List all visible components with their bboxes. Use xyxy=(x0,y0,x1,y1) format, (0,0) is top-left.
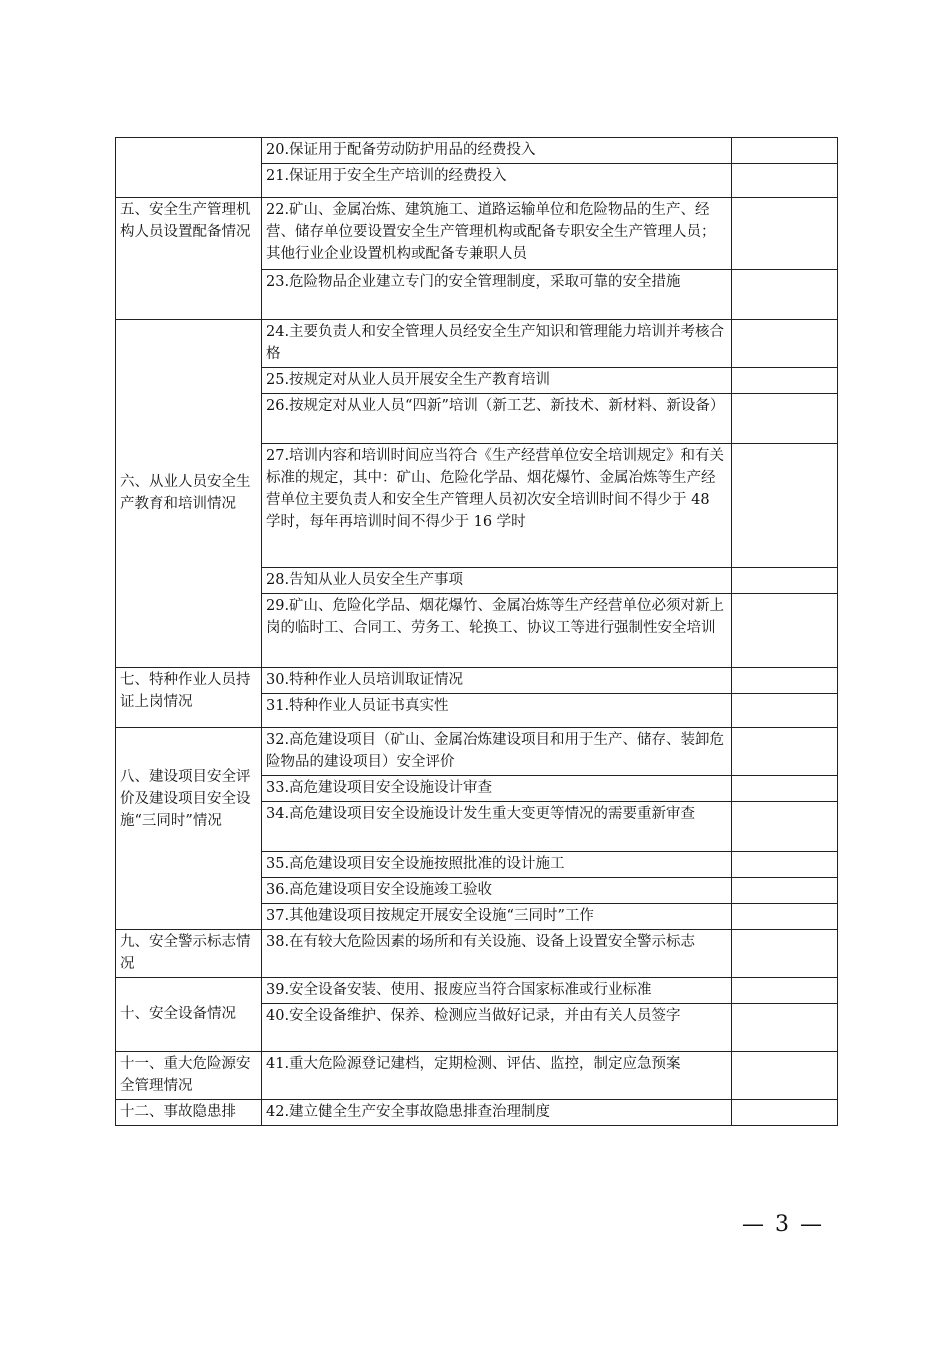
table-row xyxy=(116,1100,838,1126)
checklist-table xyxy=(115,137,838,1126)
item-cell: 40.安全设备维护、保养、检测应当做好记录，并由有关人员签字 xyxy=(262,1004,732,1052)
item-cell: 32.高危建设项目（矿山、金属冶炼建设项目和用于生产、储存、装卸危险物品的建设项目）安全评价 xyxy=(262,728,732,776)
result-cell xyxy=(732,594,838,668)
result-cell xyxy=(732,568,838,594)
table-row xyxy=(116,320,838,368)
item-cell: 25.按规定对从业人员开展安全生产教育培训 xyxy=(262,368,732,394)
table-row xyxy=(116,138,838,164)
item-cell: 30.特种作业人员培训取证情况 xyxy=(262,668,732,694)
table-row xyxy=(116,978,838,1004)
result-cell xyxy=(732,444,838,568)
item-cell: 31.特种作业人员证书真实性 xyxy=(262,694,732,728)
item-cell: 27.培训内容和培训时间应当符合《生产经营单位安全培训规定》和有关标准的规定，其中：矿山、危险化学品、烟花爆竹、金属冶炼等生产经营单位主要负责人和安全生产管理人员初次安全培训时间不得少于 48 学时，每年再培训时间不得少于 16 学时 xyxy=(262,444,732,568)
table-row xyxy=(116,1052,838,1100)
item-cell: 26.按规定对从业人员“四新”培训（新工艺、新技术、新材料、新设备） xyxy=(262,394,732,444)
item-cell: 24.主要负责人和安全管理人员经安全生产知识和管理能力培训并考核合格 xyxy=(262,320,732,368)
category-cell xyxy=(116,138,262,198)
item-cell: 29.矿山、危险化学品、烟花爆竹、金属冶炼等生产经营单位必须对新上岗的临时工、合同工、劳务工、轮换工、协议工等进行强制性安全培训 xyxy=(262,594,732,668)
category-cell: 十二、事故隐患排 xyxy=(116,1100,262,1126)
result-cell xyxy=(732,930,838,978)
result-cell xyxy=(732,802,838,852)
category-cell: 五、安全生产管理机构人员设置配备情况 xyxy=(116,198,262,320)
result-cell xyxy=(732,394,838,444)
category-cell: 十一、重大危险源安全管理情况 xyxy=(116,1052,262,1100)
item-cell: 39.安全设备安装、使用、报废应当符合国家标准或行业标准 xyxy=(262,978,732,1004)
result-cell xyxy=(732,852,838,878)
result-cell xyxy=(732,138,838,164)
table-row xyxy=(116,668,838,694)
table-row xyxy=(116,728,838,776)
result-cell xyxy=(732,1100,838,1126)
result-cell xyxy=(732,1052,838,1100)
item-cell: 37.其他建设项目按规定开展安全设施“三同时”工作 xyxy=(262,904,732,930)
item-cell: 22.矿山、金属冶炼、建筑施工、道路运输单位和危险物品的生产、经营、储存单位要设置安全生产管理机构或配备专职安全生产管理人员；其他行业企业设置机构或配备专兼职人员 xyxy=(262,198,732,270)
item-cell: 35.高危建设项目安全设施按照批准的设计施工 xyxy=(262,852,732,878)
category-cell: 八、建设项目安全评价及建设项目安全设施“三同时”情况 xyxy=(116,728,262,930)
category-cell: 六、从业人员安全生产教育和培训情况 xyxy=(116,320,262,668)
result-cell xyxy=(732,164,838,198)
category-cell: 九、安全警示标志情况 xyxy=(116,930,262,978)
result-cell xyxy=(732,694,838,728)
item-cell: 34.高危建设项目安全设施设计发生重大变更等情况的需要重新审查 xyxy=(262,802,732,852)
table-row xyxy=(116,198,838,270)
table-row xyxy=(116,930,838,978)
item-cell: 36.高危建设项目安全设施竣工验收 xyxy=(262,878,732,904)
page-number: — 3 — xyxy=(742,1212,824,1237)
category-cell: 十、安全设备情况 xyxy=(116,978,262,1052)
item-cell: 23.危险物品企业建立专门的安全管理制度，采取可靠的安全措施 xyxy=(262,270,732,320)
result-cell xyxy=(732,270,838,320)
category-cell: 七、特种作业人员持证上岗情况 xyxy=(116,668,262,728)
result-cell xyxy=(732,668,838,694)
result-cell xyxy=(732,368,838,394)
item-cell: 21.保证用于安全生产培训的经费投入 xyxy=(262,164,732,198)
item-cell: 28.告知从业人员安全生产事项 xyxy=(262,568,732,594)
result-cell xyxy=(732,978,838,1004)
item-cell: 41.重大危险源登记建档，定期检测、评估、监控，制定应急预案 xyxy=(262,1052,732,1100)
result-cell xyxy=(732,320,838,368)
result-cell xyxy=(732,904,838,930)
item-cell: 20.保证用于配备劳动防护用品的经费投入 xyxy=(262,138,732,164)
item-cell: 33.高危建设项目安全设施设计审查 xyxy=(262,776,732,802)
checklist-body xyxy=(116,138,838,1126)
result-cell xyxy=(732,776,838,802)
item-cell: 42.建立健全生产安全事故隐患排查治理制度 xyxy=(262,1100,732,1126)
result-cell xyxy=(732,1004,838,1052)
item-cell: 38.在有较大危险因素的场所和有关设施、设备上设置安全警示标志 xyxy=(262,930,732,978)
result-cell xyxy=(732,878,838,904)
result-cell xyxy=(732,198,838,270)
result-cell xyxy=(732,728,838,776)
